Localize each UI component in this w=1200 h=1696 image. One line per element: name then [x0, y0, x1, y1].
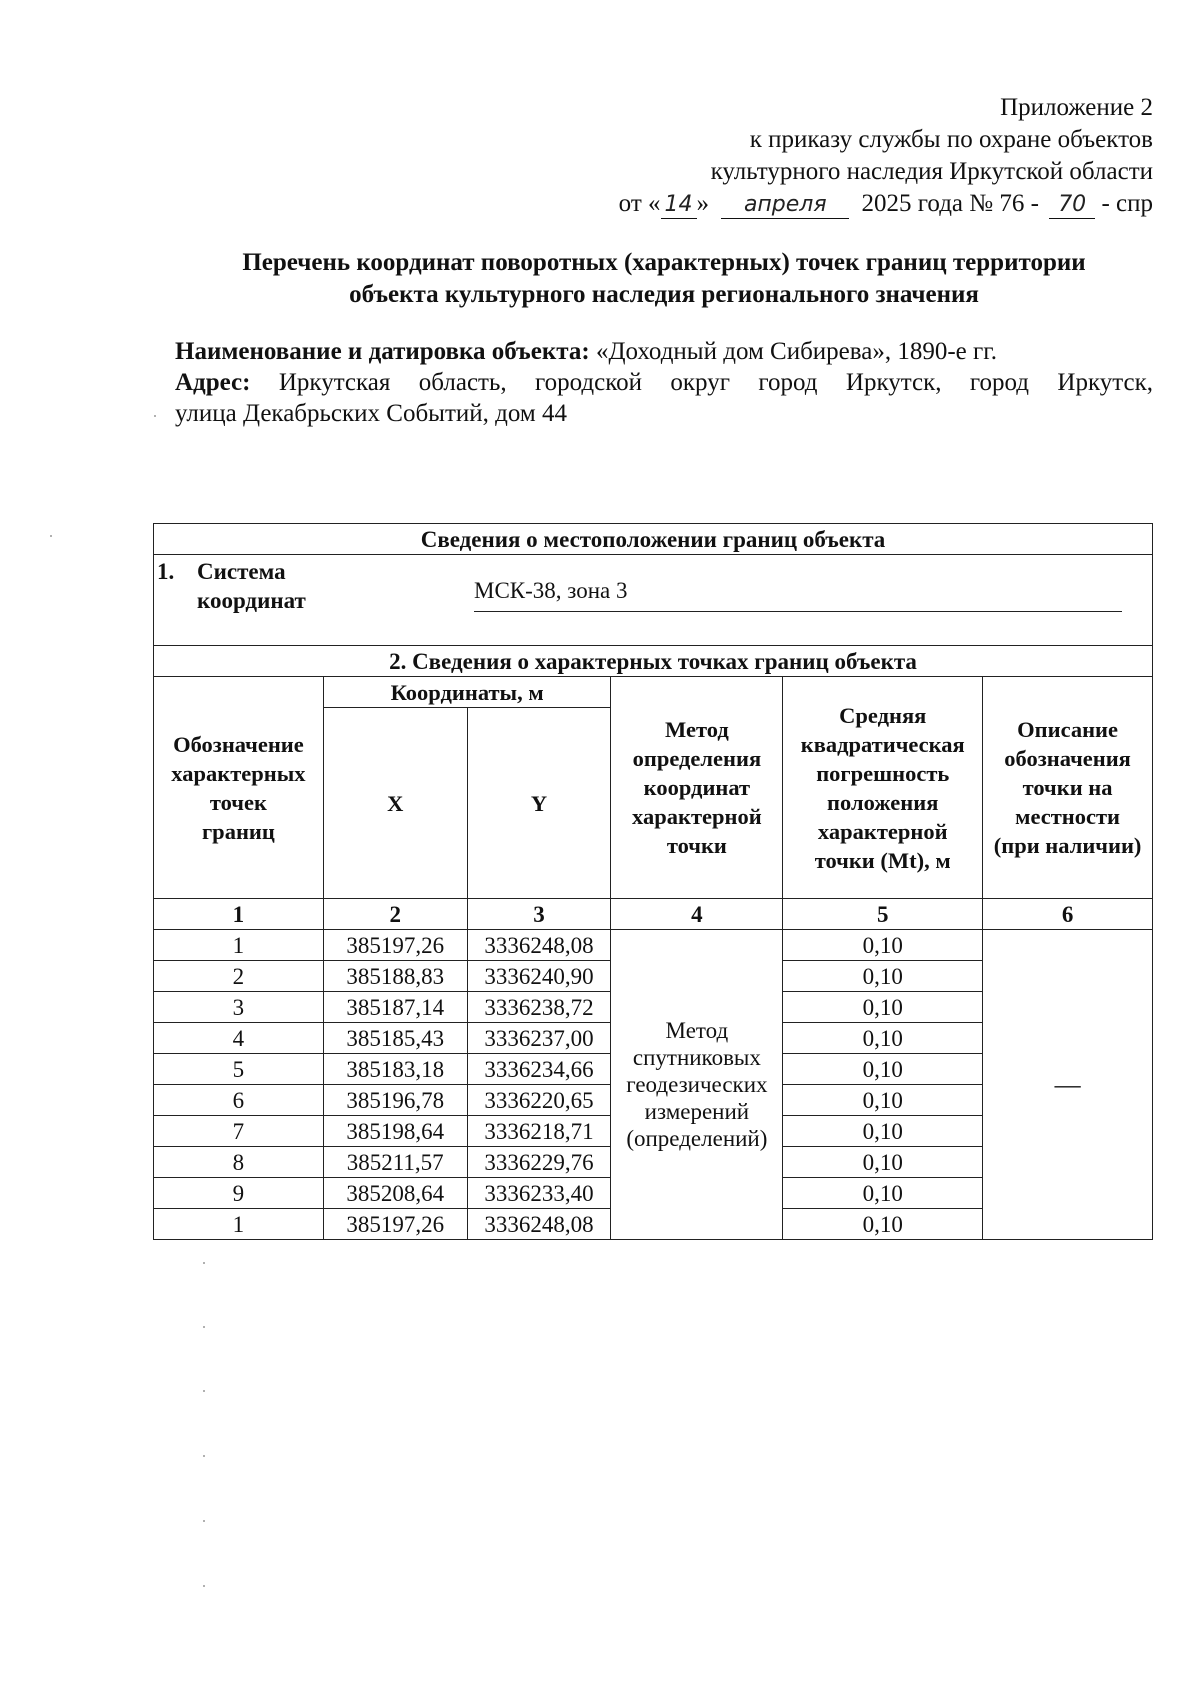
- appendix-label: Приложение 2: [1000, 94, 1153, 121]
- point-id: 1: [154, 1209, 324, 1240]
- column-number: 5: [783, 899, 983, 930]
- scan-speck: [203, 1326, 205, 1328]
- address-label: Адрес:: [175, 369, 251, 396]
- point-mt: 0,10: [783, 1147, 983, 1178]
- system-value: МСК-38, зона 3: [474, 576, 1122, 612]
- point-mt: 0,10: [783, 961, 983, 992]
- point-mt: 0,10: [783, 1054, 983, 1085]
- object-name-value: «Доходный дом Сибирева», 1890-е гг.: [595, 338, 997, 365]
- scan-speck: [203, 1520, 205, 1522]
- date-prefix: от «: [618, 190, 661, 217]
- points-body: [154, 930, 1153, 1240]
- title-line-2: объекта культурного наследия регионального значения: [349, 281, 979, 308]
- method-value: Метод спутниковых геодезических измерений (определений): [611, 930, 783, 1240]
- point-y: 3336237,00: [467, 1023, 611, 1054]
- header-description: Описание обозначения точки на местности (при наличии): [983, 677, 1153, 899]
- handwritten-month: апреля: [721, 192, 849, 219]
- order-reference-line: к приказу службы по охране объектов: [749, 126, 1153, 153]
- point-id: 1: [154, 930, 324, 961]
- handwritten-order-number: 70: [1049, 192, 1095, 219]
- point-y: 3336218,71: [467, 1116, 611, 1147]
- point-id: 7: [154, 1116, 324, 1147]
- point-y: 3336233,40: [467, 1178, 611, 1209]
- document-title: [175, 247, 1153, 311]
- point-y: 3336220,65: [467, 1085, 611, 1116]
- order-suffix: - спр: [1101, 190, 1153, 217]
- point-y: 3336229,76: [467, 1147, 611, 1178]
- point-x: 385188,83: [323, 961, 467, 992]
- system-label-line-2: координат: [197, 588, 306, 613]
- object-name-label: Наименование и датировка объекта:: [175, 338, 590, 365]
- point-x: 385196,78: [323, 1085, 467, 1116]
- scan-speck: [203, 1455, 205, 1457]
- point-id: 6: [154, 1085, 324, 1116]
- points-section-title: 2. Сведения о характерных точках границ объекта: [154, 646, 1153, 677]
- column-number-row: [154, 899, 1153, 930]
- date-close-quote: »: [696, 190, 710, 217]
- header-error: Средняя квадратическая погрешность положения характерной точки (Mt), м: [783, 677, 983, 899]
- table-row: [154, 930, 1153, 961]
- document-header: [619, 92, 1153, 220]
- coordinate-system-row: [154, 555, 1153, 646]
- point-mt: 0,10: [783, 1116, 983, 1147]
- address-value-2: улица Декабрьских Событий, дом 44: [175, 400, 567, 427]
- title-line-1: Перечень координат поворотных (характерных) точек границ территории: [242, 249, 1086, 276]
- point-id: 4: [154, 1023, 324, 1054]
- boundary-coordinates-table: [153, 523, 1153, 1240]
- column-number: 6: [983, 899, 1153, 930]
- column-number: 1: [154, 899, 324, 930]
- header-designation: Обозначение характерных точек границ: [154, 677, 324, 899]
- column-number: 3: [467, 899, 611, 930]
- scan-speck: [203, 1390, 205, 1392]
- point-x: 385197,26: [323, 1209, 467, 1240]
- point-mt: 0,10: [783, 992, 983, 1023]
- system-label: [197, 557, 474, 615]
- point-id: 9: [154, 1178, 324, 1209]
- point-y: 3336238,72: [467, 992, 611, 1023]
- address-value-1: Иркутская область, городской округ город Иркутск, город Иркутск,: [278, 369, 1153, 396]
- handwritten-day: 14: [661, 192, 697, 219]
- header-method: Метод определения координат характерной точки: [611, 677, 783, 899]
- description-value: —: [983, 930, 1153, 1240]
- point-x: 385185,43: [323, 1023, 467, 1054]
- scan-speck: [50, 535, 52, 537]
- point-x: 385187,14: [323, 992, 467, 1023]
- point-y: 3336248,08: [467, 930, 611, 961]
- point-mt: 0,10: [783, 930, 983, 961]
- point-x: 385198,64: [323, 1116, 467, 1147]
- point-mt: 0,10: [783, 1178, 983, 1209]
- point-x: 385208,64: [323, 1178, 467, 1209]
- point-x: 385197,26: [323, 930, 467, 961]
- point-y: 3336248,08: [467, 1209, 611, 1240]
- point-mt: 0,10: [783, 1085, 983, 1116]
- scan-speck: [154, 415, 156, 417]
- column-number: 4: [611, 899, 783, 930]
- address-line-1: [175, 367, 1153, 398]
- header-coordinates: Координаты, м: [323, 677, 611, 708]
- point-id: 5: [154, 1054, 324, 1085]
- point-mt: 0,10: [783, 1209, 983, 1240]
- column-number: 2: [323, 899, 467, 930]
- system-label-line-1: Система: [197, 559, 286, 584]
- object-info: [175, 336, 1153, 429]
- order-year-number: 2025 года № 76 -: [861, 190, 1039, 217]
- point-id: 2: [154, 961, 324, 992]
- scan-speck: [203, 1262, 205, 1264]
- point-id: 8: [154, 1147, 324, 1178]
- point-y: 3336234,66: [467, 1054, 611, 1085]
- order-date-line: [619, 188, 1153, 220]
- point-x: 385211,57: [323, 1147, 467, 1178]
- point-y: 3336240,90: [467, 961, 611, 992]
- point-x: 385183,18: [323, 1054, 467, 1085]
- scan-speck: [203, 1585, 205, 1587]
- point-id: 3: [154, 992, 324, 1023]
- order-authority-line: культурного наследия Иркутской области: [710, 158, 1153, 185]
- section-title: Сведения о местоположении границ объекта: [154, 524, 1153, 555]
- header-y: Y: [467, 708, 611, 899]
- point-mt: 0,10: [783, 1023, 983, 1054]
- header-x: X: [323, 708, 467, 899]
- system-number: 1.: [157, 559, 175, 584]
- system-value-wrap: [474, 557, 1122, 615]
- object-name-line: [175, 336, 1153, 367]
